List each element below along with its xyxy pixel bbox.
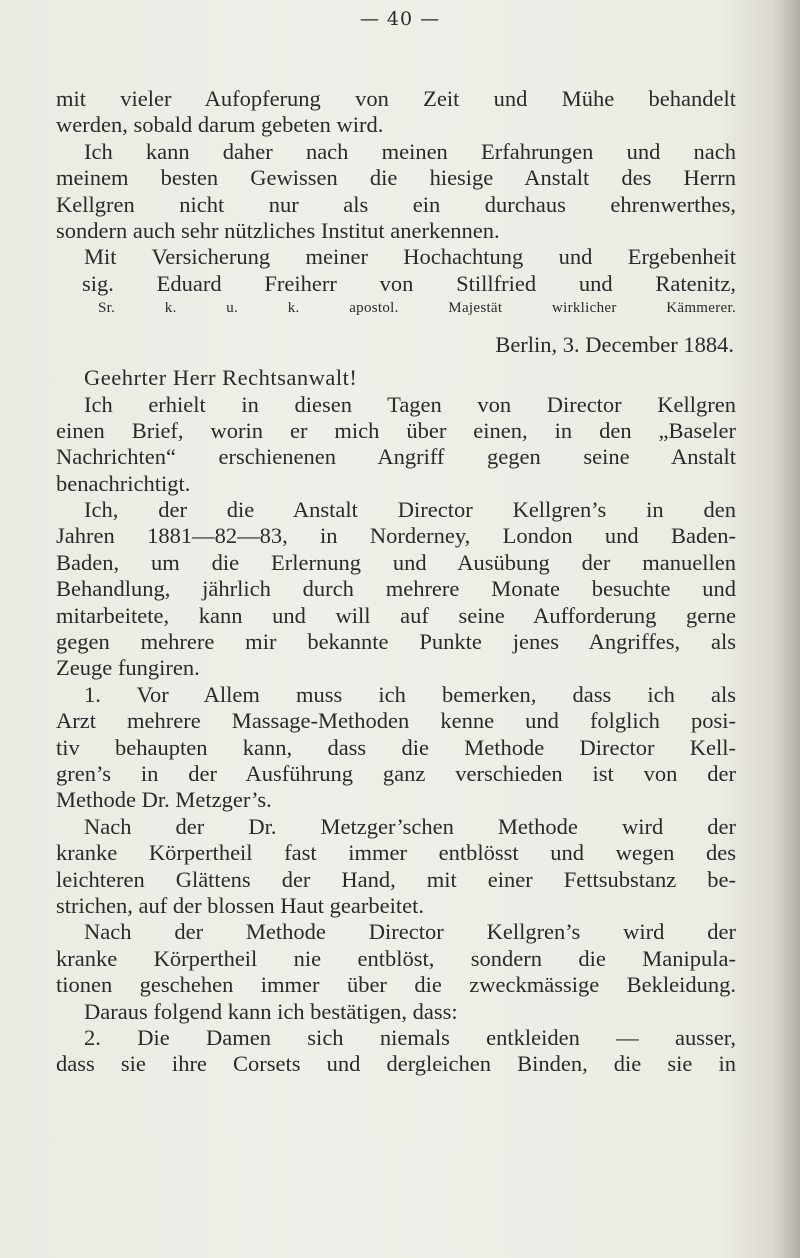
text-line: Ich, der die Anstalt Director Kellgren’s in den [84, 497, 736, 523]
letter-greeting: Geehrter Herr Rechtsanwalt! [84, 365, 358, 391]
text-line: meinem besten Gewissen die hiesige Anstalt des Herrn [56, 165, 736, 191]
text-line: 1. Vor Allem muss ich bemerken, dass ich als [84, 681, 736, 707]
text-line: sondern auch sehr nützliches Institut anerkennen. [56, 217, 500, 243]
signature-line: sig. Eduard Freiherr von Stillfried und Ratenitz, [82, 270, 736, 296]
text-line: werden, sobald darum gebeten wird. [56, 112, 384, 138]
text-line: gren’s in der Ausführung ganz verschieden ist von der [56, 760, 736, 786]
text-line: Zeuge fungiren. [56, 655, 200, 681]
text-line: Nach der Methode Director Kellgren’s wird der [84, 919, 736, 945]
text-line: Ich kann daher nach meinen Erfahrungen und nach [84, 138, 736, 164]
text-line: Daraus folgend kann ich bestätigen, dass: [84, 998, 458, 1024]
text-line: Arzt mehrere Massage-Methoden kenne und folglich posi- [56, 708, 736, 734]
text-line: gegen mehrere mir bekannte Punkte jenes Angriffes, als [56, 629, 736, 655]
text-line: tiv behaupten kann, dass die Methode Director Kell- [56, 734, 736, 760]
text-line: Methode Dr. Metzger’s. [56, 787, 272, 813]
text-line: kranke Körpertheil fast immer entblösst und wegen des [56, 840, 736, 866]
text-line: strichen, auf der blossen Haut gearbeitet. [56, 892, 424, 918]
page-edge-shadow [772, 0, 800, 1258]
text-line: mitarbeitete, kann und will auf seine Aufforderung gerne [56, 602, 736, 628]
text-line: mit vieler Aufopferung von Zeit und Mühe behandelt [56, 86, 736, 111]
letter-date: Berlin, 3. December 1884. [495, 332, 734, 358]
page-number: — 40 — [359, 8, 441, 30]
text-line: kranke Körpertheil nie entblöst, sondern die Manipula- [56, 945, 736, 971]
text-line: tionen geschehen immer über die zweckmässige Bekleidung. [56, 972, 736, 998]
text-line: Kellgren nicht nur als ein durchaus ehrenwerthes, [56, 191, 736, 217]
text-line: benachrichtigt. [56, 470, 191, 496]
text-line: Mit Versicherung meiner Hochachtung und Ergebenheit [84, 244, 736, 270]
text-line: dass sie ihre Corsets und dergleichen Binden, die sie in [56, 1051, 736, 1077]
text-line: Ich erhielt in diesen Tagen von Director Kellgren [84, 391, 736, 417]
text-line: Behandlung, jährlich durch mehrere Monate besuchte und [56, 576, 736, 602]
body-text [56, 86, 736, 1078]
text-line: leichteren Glättens der Hand, mit einer Fettsubstanz be- [56, 866, 736, 892]
text-line: 2. Die Damen sich niemals entkleiden — ausser, [84, 1024, 736, 1050]
text-line: Baden, um die Erlernung und Ausübung der manuellen [56, 549, 736, 575]
text-line: einen Brief, worin er mich über einen, in den „Baseler [56, 417, 736, 443]
text-line: Jahren 1881—82—83, in Norderney, London und Baden- [56, 523, 736, 549]
signature-title: Sr. k. u. k. apostol. Majestät wirklicher Kämmerer. [98, 300, 736, 317]
text-line: Nach der Dr. Metzger’schen Methode wird der [84, 813, 736, 839]
text-line: Nachrichten“ erschienenen Angriff gegen seine Anstalt [56, 444, 736, 470]
